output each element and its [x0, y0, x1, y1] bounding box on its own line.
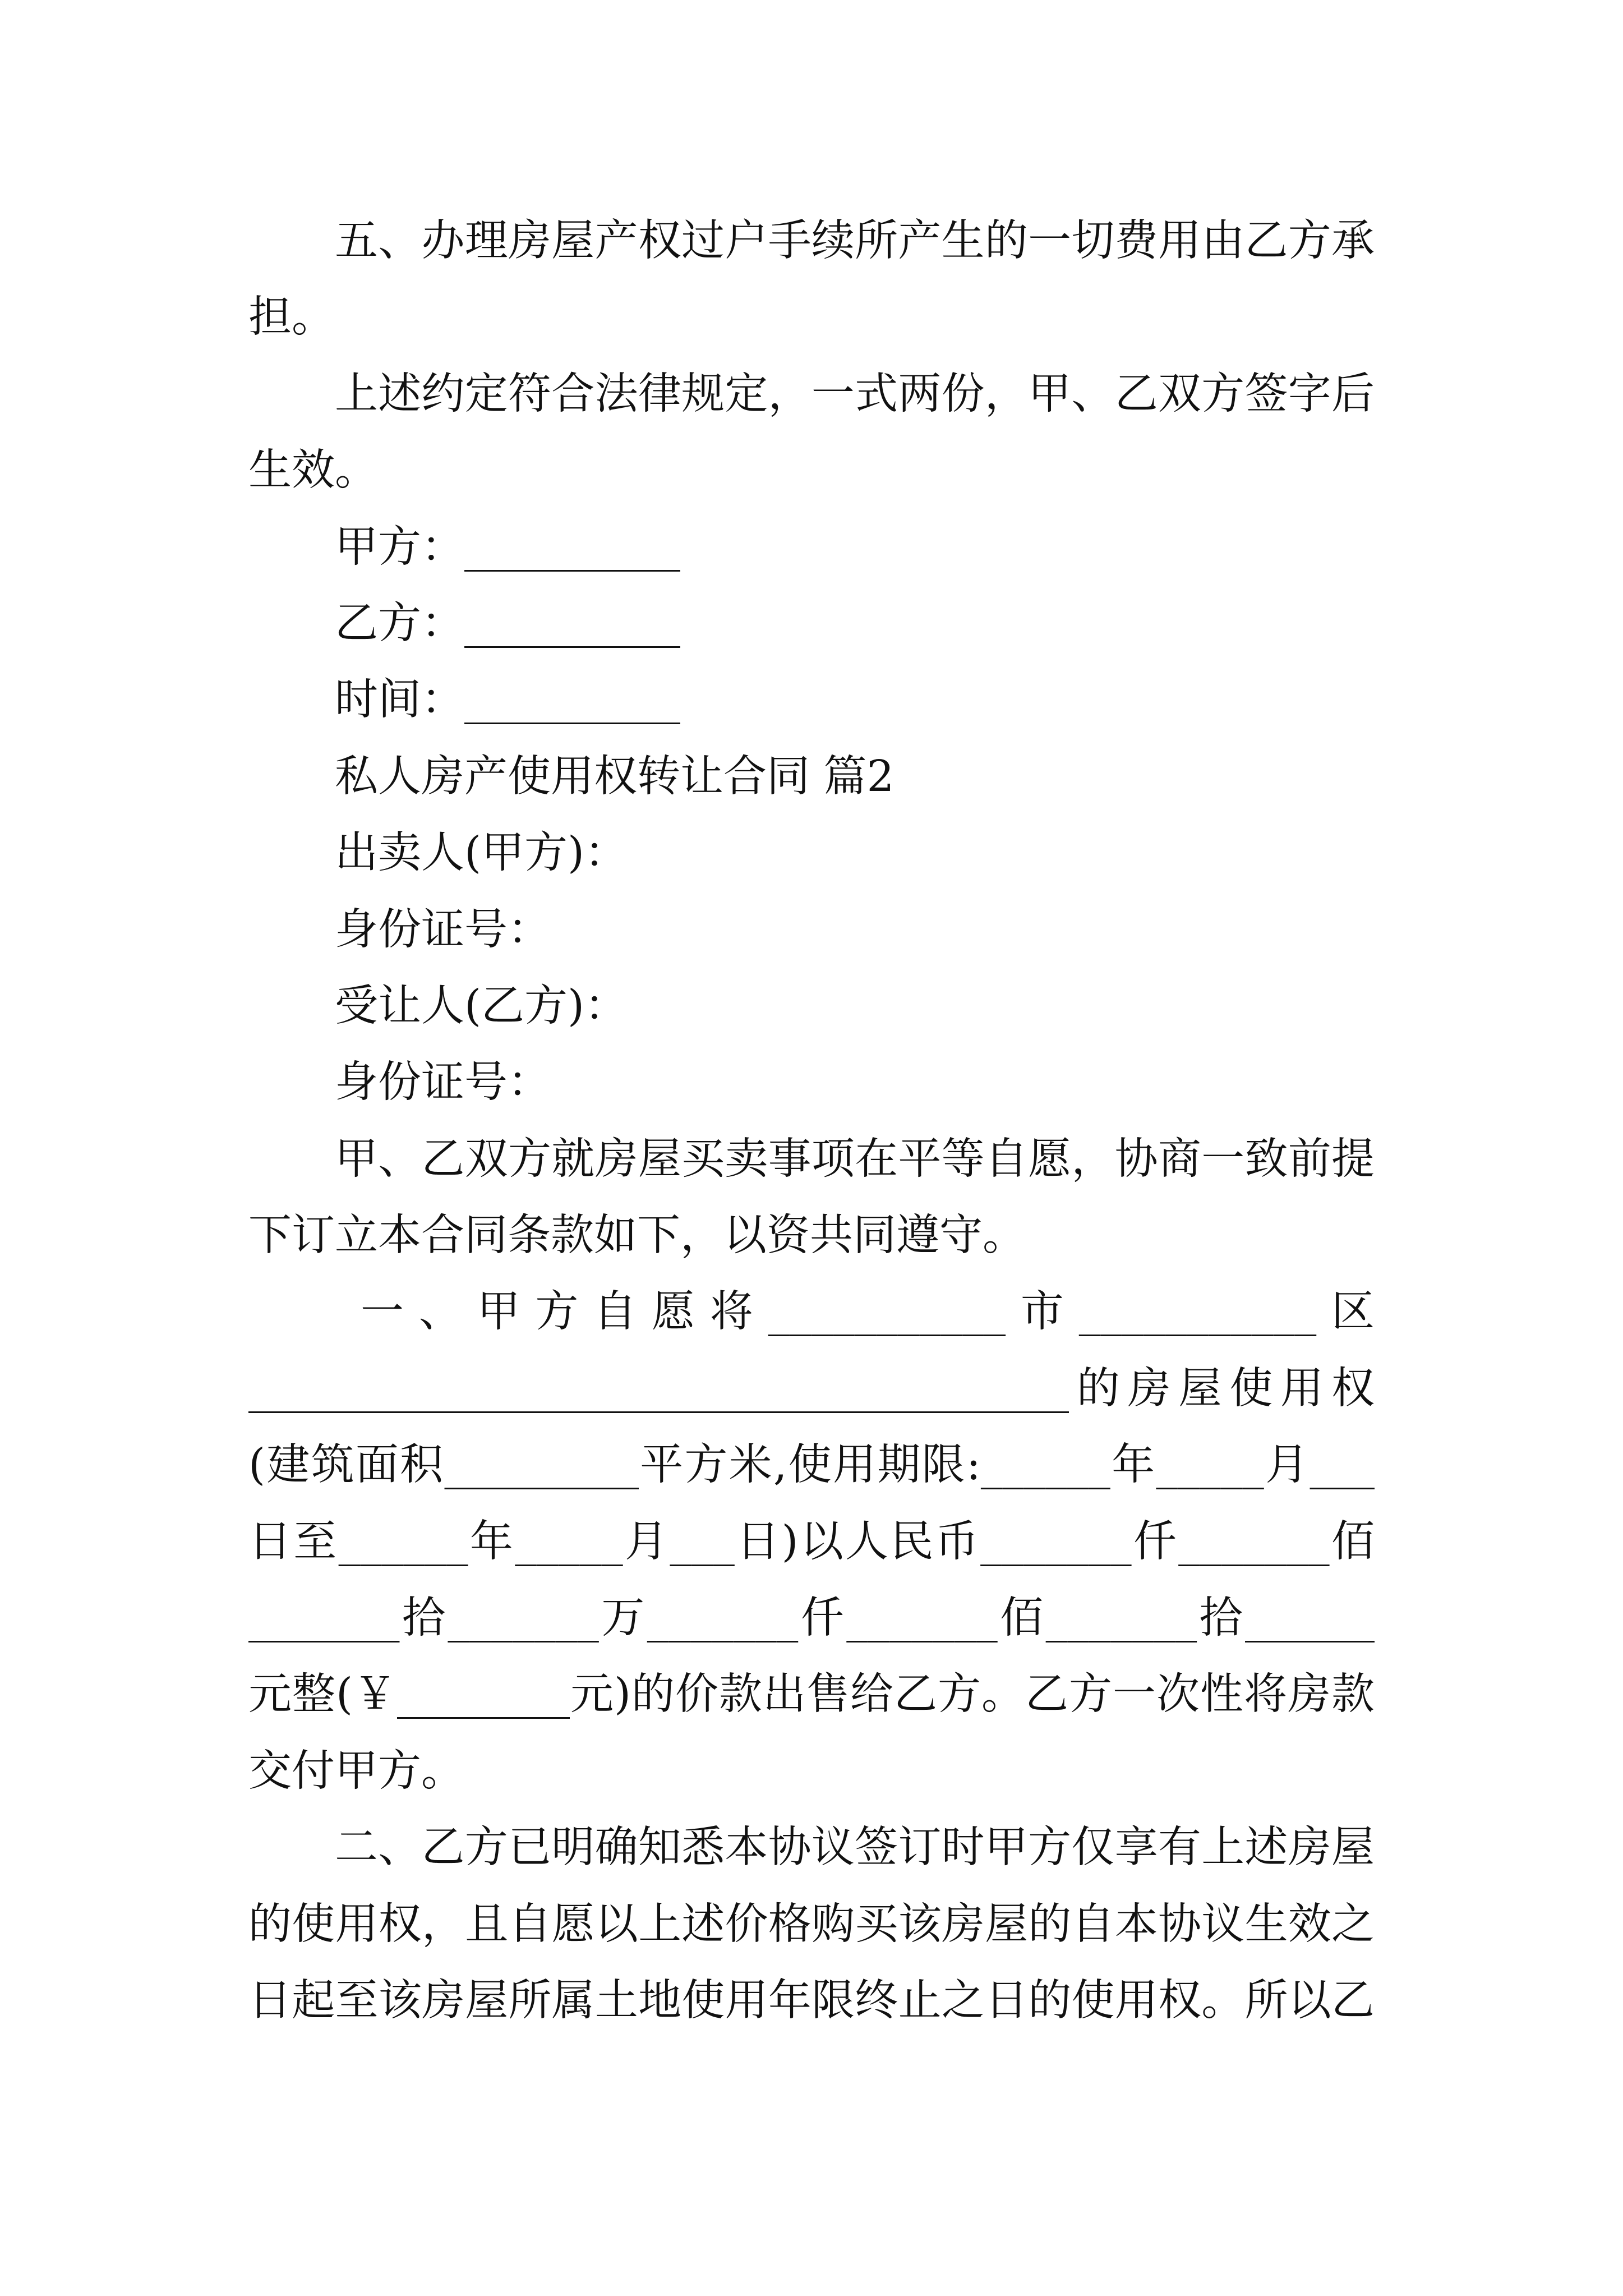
- effectiveness-statement: [248, 356, 1375, 509]
- clause-1: [248, 1274, 1375, 1810]
- clause-1-line: 日至______年_____月___日)以人民币_______仟_______佰: [248, 1516, 1375, 1567]
- clause-5-line: 担。: [248, 292, 335, 343]
- clause-1-line: (建筑面积_________平方米,使用期限:______年_____月___: [248, 1440, 1375, 1490]
- signature-party-a: [248, 509, 1375, 586]
- preamble-line: 甲、乙双方就房屋买卖事项在平等自愿，协商一致前提: [335, 1134, 1375, 1184]
- preamble: [248, 1121, 1375, 1274]
- clause-1-line: ______________________________________的房屋使用权: [248, 1363, 1375, 1414]
- signature-party-b-label: 乙方：: [335, 598, 464, 648]
- effectiveness-line: 上述约定符合法律规定，一式两份，甲、乙双方签字后: [335, 369, 1375, 419]
- signature-block: [248, 509, 1375, 739]
- clause-2-line: 二、乙方已明确知悉本协议签订时甲方仅享有上述房屋: [335, 1823, 1375, 1873]
- buyer-label: 受让人(乙方)：: [335, 981, 628, 1031]
- signature-date-blank: __________: [464, 675, 680, 725]
- seller-label: 出卖人(甲方)：: [335, 828, 628, 878]
- contract-title: 私人房产使用权转让合同 篇2: [335, 751, 895, 802]
- party-info: [248, 815, 1375, 1121]
- clause-2-line: 日起至该房屋所属土地使用年限终止之日的使用权。所以乙: [248, 1975, 1375, 2026]
- signature-party-b-blank: __________: [464, 598, 680, 648]
- signature-date-label: 时间：: [335, 675, 464, 725]
- signature-party-a-blank: __________: [464, 522, 680, 572]
- buyer-id-label: 身份证号：: [335, 1057, 551, 1108]
- clause-2: [248, 1810, 1375, 2039]
- clause-1-line: _______拾_______万_______仟_______佰_______拾______: [248, 1593, 1375, 1644]
- effectiveness-line: 生效。: [248, 445, 378, 496]
- clause-1-line: 元整(￥________元)的价款出售给乙方。乙方一次性将房款: [248, 1669, 1375, 1720]
- signature-date: [248, 662, 1375, 738]
- signature-party-a-label: 甲方：: [335, 522, 464, 572]
- document-body: [248, 203, 1375, 2039]
- clause-1-line: 一、甲方自愿将___________市___________区: [361, 1287, 1375, 1337]
- clause-5: [248, 203, 1375, 356]
- clause-1-line: 交付甲方。: [248, 1746, 464, 1796]
- clause-2-line: 的使用权，且自愿以上述价格购买该房屋的自本协议生效之: [248, 1899, 1375, 1949]
- seller-id-label: 身份证号：: [335, 904, 551, 955]
- signature-party-b: [248, 586, 1375, 662]
- clause-5-line: 五、办理房屋产权过户手续所产生的一切费用由乙方承: [335, 216, 1375, 266]
- preamble-line: 下订立本合同条款如下，以资共同遵守。: [248, 1211, 1026, 1261]
